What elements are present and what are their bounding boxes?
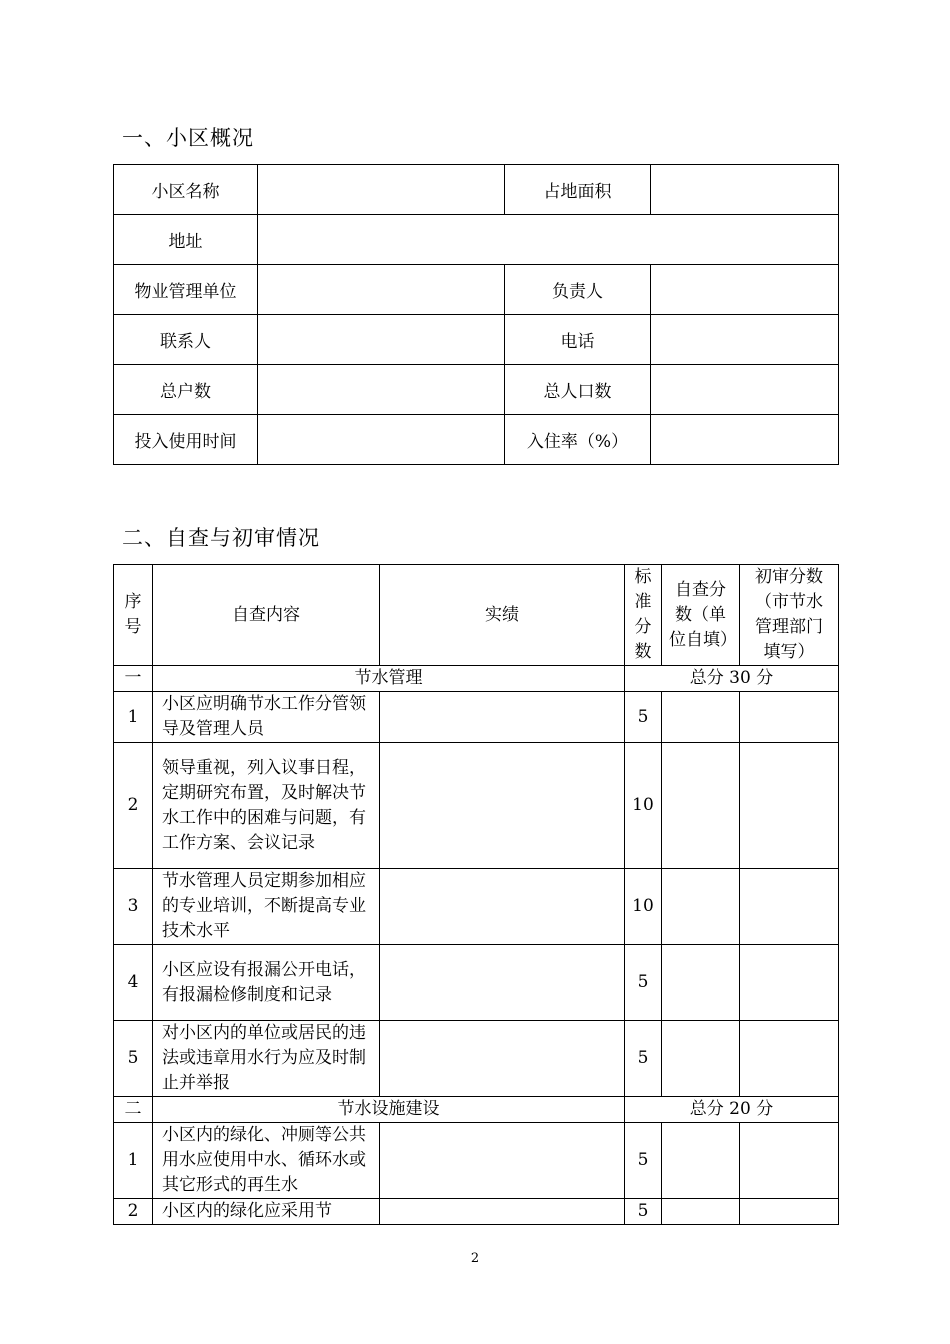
contact-person-field[interactable] [258, 315, 505, 365]
result-field[interactable] [380, 869, 625, 945]
self-score-field[interactable] [662, 1021, 740, 1097]
review-score-field[interactable] [740, 1021, 839, 1097]
label-cell: 物业管理单位 [114, 265, 258, 315]
standard-score: 5 [625, 692, 662, 743]
item-no: 4 [114, 945, 153, 1021]
item-no: 1 [114, 1123, 153, 1199]
header-review-score: 初审分数（市节水管理部门填写） [740, 565, 839, 666]
item-no: 2 [114, 1199, 153, 1225]
section1-title: 一、小区概况 [122, 126, 254, 150]
header-result: 实绩 [380, 565, 625, 666]
standard-score: 5 [625, 1021, 662, 1097]
item-content: 小区内的绿化、冲厕等公共用水应使用中水、循环水或其它形式的再生水 [153, 1123, 380, 1199]
review-score-field[interactable] [740, 945, 839, 1021]
table-row [114, 1199, 839, 1225]
address-field[interactable] [258, 215, 839, 265]
self-score-field[interactable] [662, 692, 740, 743]
label-cell: 总人口数 [505, 365, 651, 415]
person-in-charge-field[interactable] [651, 265, 839, 315]
households-field[interactable] [258, 365, 505, 415]
group-row [114, 1097, 839, 1123]
table-row [114, 869, 839, 945]
page-number: 2 [470, 1251, 480, 1266]
self-score-field[interactable] [662, 1199, 740, 1225]
label-cell: 电话 [505, 315, 651, 365]
label-cell: 总户数 [114, 365, 258, 415]
self-check-table [113, 564, 839, 1225]
self-score-field[interactable] [662, 869, 740, 945]
label-cell: 地址 [114, 215, 258, 265]
group-name: 节水管理 [153, 666, 625, 692]
header-self-score: 自查分数（单位自填） [662, 565, 740, 666]
item-content: 小区应明确节水工作分管领导及管理人员 [153, 692, 380, 743]
start-use-time-field[interactable] [258, 415, 505, 465]
header-content: 自查内容 [153, 565, 380, 666]
table-row [114, 315, 839, 365]
header-row [114, 565, 839, 666]
label-cell: 占地面积 [505, 165, 651, 215]
label-cell: 负责人 [505, 265, 651, 315]
standard-score: 10 [625, 869, 662, 945]
label-cell: 小区名称 [114, 165, 258, 215]
review-score-field[interactable] [740, 1199, 839, 1225]
review-score-field[interactable] [740, 869, 839, 945]
item-content: 对小区内的单位或居民的违法或违章用水行为应及时制止并举报 [153, 1021, 380, 1097]
table-row [114, 165, 839, 215]
group-total: 总分 30 分 [625, 666, 839, 692]
group-no: 二 [114, 1097, 153, 1123]
self-score-field[interactable] [662, 743, 740, 869]
self-score-field[interactable] [662, 945, 740, 1021]
table-row [114, 215, 839, 265]
review-score-field[interactable] [740, 692, 839, 743]
table-row [114, 415, 839, 465]
area-field[interactable] [651, 165, 839, 215]
table-row [114, 365, 839, 415]
result-field[interactable] [380, 1123, 625, 1199]
community-overview-table [113, 164, 839, 465]
group-row [114, 666, 839, 692]
property-management-field[interactable] [258, 265, 505, 315]
result-field[interactable] [380, 945, 625, 1021]
label-cell: 投入使用时间 [114, 415, 258, 465]
population-field[interactable] [651, 365, 839, 415]
item-content: 领导重视，列入议事日程，定期研究布置，及时解决节水工作中的困难与问题，有工作方案、会议记录 [153, 743, 380, 869]
community-name-field[interactable] [258, 165, 505, 215]
result-field[interactable] [380, 692, 625, 743]
item-content: 节水管理人员定期参加相应的专业培训，不断提高专业技术水平 [153, 869, 380, 945]
standard-score: 5 [625, 945, 662, 1021]
phone-field[interactable] [651, 315, 839, 365]
group-name: 节水设施建设 [153, 1097, 625, 1123]
table-row [114, 692, 839, 743]
label-cell: 联系人 [114, 315, 258, 365]
table-row [114, 1021, 839, 1097]
standard-score: 5 [625, 1199, 662, 1225]
review-score-field[interactable] [740, 1123, 839, 1199]
table-row [114, 1123, 839, 1199]
table-row [114, 945, 839, 1021]
group-no: 一 [114, 666, 153, 692]
item-no: 2 [114, 743, 153, 869]
result-field[interactable] [380, 1199, 625, 1225]
review-score-field[interactable] [740, 743, 839, 869]
label-cell: 入住率（%） [505, 415, 651, 465]
standard-score: 5 [625, 1123, 662, 1199]
item-content: 小区内的绿化应采用节 [153, 1199, 380, 1225]
result-field[interactable] [380, 1021, 625, 1097]
standard-score: 10 [625, 743, 662, 869]
item-no: 3 [114, 869, 153, 945]
header-standard-score: 标准分数 [625, 565, 662, 666]
item-content: 小区应设有报漏公开电话，有报漏检修制度和记录 [153, 945, 380, 1021]
header-no: 序号 [114, 565, 153, 666]
occupancy-rate-field[interactable] [651, 415, 839, 465]
result-field[interactable] [380, 743, 625, 869]
item-no: 1 [114, 692, 153, 743]
table-row [114, 265, 839, 315]
section2-title: 二、自查与初审情况 [122, 526, 320, 550]
item-no: 5 [114, 1021, 153, 1097]
self-score-field[interactable] [662, 1123, 740, 1199]
table-row [114, 743, 839, 869]
group-total: 总分 20 分 [625, 1097, 839, 1123]
